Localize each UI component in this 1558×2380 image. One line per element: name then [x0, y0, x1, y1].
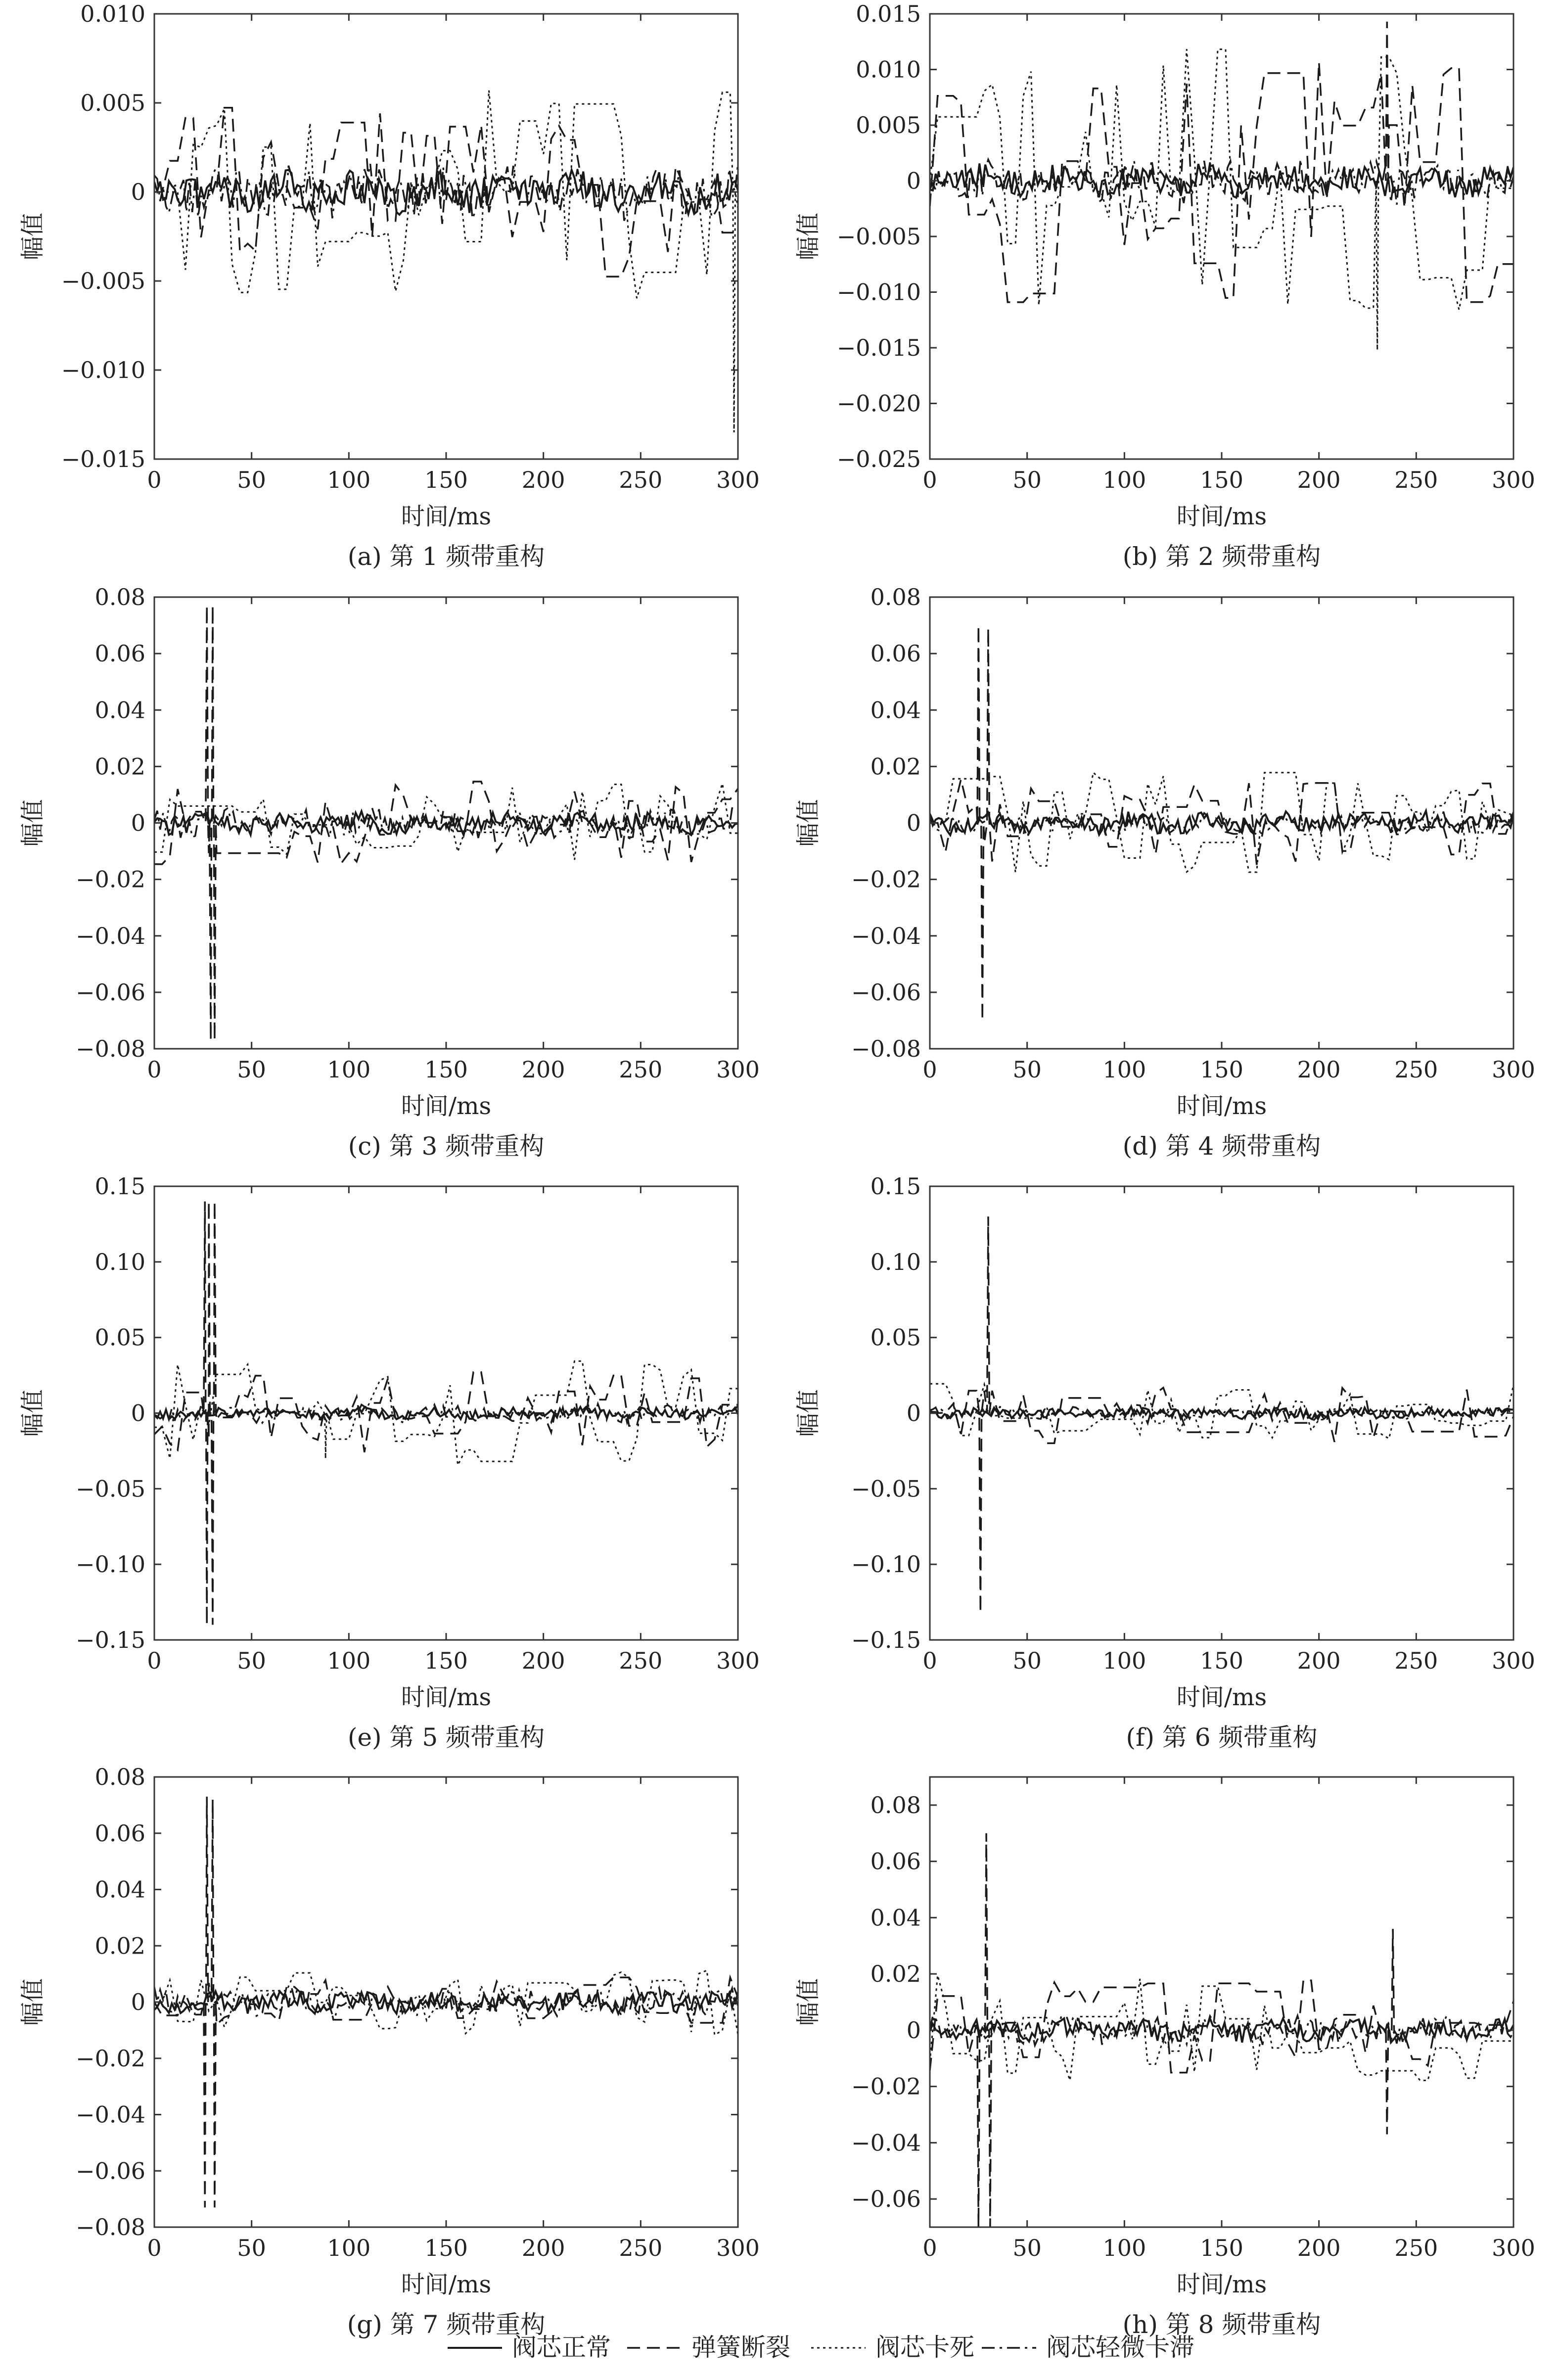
y-tick-label: 0.015: [856, 0, 921, 27]
y-tick-label: −0.06: [76, 2157, 145, 2185]
y-tick-label: 0.04: [94, 1876, 145, 1903]
legend: [448, 2333, 1194, 2362]
y-tick-label: −0.04: [76, 2101, 145, 2128]
y-tick-label: −0.08: [851, 1035, 921, 1062]
plot-frame: [930, 14, 1513, 459]
y-tick-label: 0: [906, 1400, 921, 1427]
panel-5: [19, 1173, 760, 1752]
y-axis-title: 幅值: [19, 799, 46, 847]
series-line-solid: [930, 1406, 1513, 1419]
x-tick-label: 250: [1394, 1056, 1438, 1083]
y-axis-title: 幅值: [794, 1389, 822, 1437]
x-tick-label: 300: [716, 1647, 760, 1674]
y-tick-label: 0: [906, 167, 921, 194]
panel-caption: (e) 第 5 频带重构: [347, 1723, 545, 1752]
y-tick-label: −0.04: [851, 922, 921, 949]
y-tick-label: 0.15: [870, 1173, 921, 1200]
y-tick-label: −0.15: [851, 1627, 921, 1653]
x-tick-label: 150: [1200, 1056, 1243, 1083]
x-tick-label: 0: [147, 467, 162, 493]
plot-frame: [930, 1777, 1513, 2227]
x-tick-label: 250: [619, 467, 663, 493]
x-tick-label: 100: [1102, 1056, 1146, 1083]
y-tick-label: 0.08: [94, 584, 145, 610]
x-tick-label: 300: [1492, 2235, 1535, 2261]
y-tick-label: −0.05: [851, 1475, 921, 1502]
legend-label: 弹簧断裂: [691, 2333, 790, 2362]
y-tick-label: 0: [131, 809, 145, 837]
y-tick-label: 0.08: [94, 1764, 145, 1790]
x-tick-label: 50: [237, 2235, 266, 2261]
y-tick-label: −0.10: [851, 1551, 921, 1578]
plot-frame: [154, 14, 738, 459]
y-tick-label: −0.010: [836, 279, 921, 306]
y-tick-label: 0.04: [94, 697, 145, 724]
y-tick-label: −0.02: [76, 866, 145, 893]
y-tick-label: 0.06: [870, 640, 921, 667]
series-line-solid: [930, 164, 1513, 198]
x-tick-label: 250: [619, 1647, 663, 1674]
panel-4: [794, 584, 1535, 1161]
x-axis-title: 时间/ms: [1176, 503, 1267, 530]
x-tick-label: 250: [619, 1056, 663, 1083]
y-tick-label: −0.02: [851, 866, 921, 893]
panel-caption: (b) 第 2 频带重构: [1122, 542, 1321, 571]
y-tick-label: 0.02: [94, 1932, 145, 1960]
x-tick-label: 100: [327, 1647, 371, 1674]
legend-label: 阀芯正常: [512, 2333, 611, 2362]
y-tick-label: 0.06: [94, 1820, 145, 1847]
x-tick-label: 0: [147, 2235, 162, 2261]
x-tick-label: 50: [237, 467, 266, 493]
y-axis-title: 幅值: [794, 212, 822, 261]
series-group: [930, 1216, 1513, 1613]
y-axis-title: 幅值: [19, 1978, 46, 2026]
x-tick-label: 50: [1012, 1056, 1042, 1083]
y-tick-label: −0.02: [76, 2045, 145, 2072]
y-tick-label: 0.02: [870, 1960, 921, 1988]
x-tick-label: 0: [922, 1056, 937, 1083]
y-tick-label: 0.02: [870, 753, 921, 780]
y-axis-title: 幅值: [794, 799, 822, 847]
y-axis-title: 幅值: [794, 1978, 822, 2026]
x-tick-label: 50: [1012, 467, 1042, 493]
panel-7: [19, 1764, 760, 2339]
x-tick-label: 100: [327, 467, 371, 493]
y-tick-label: 0.06: [870, 1848, 921, 1875]
y-tick-label: −0.08: [76, 1035, 145, 1062]
x-tick-label: 150: [1200, 2235, 1243, 2261]
panel-caption: (a) 第 1 频带重构: [347, 542, 545, 571]
x-tick-label: 0: [922, 1647, 937, 1674]
x-tick-label: 200: [1297, 1056, 1341, 1083]
y-axis-title: 幅值: [19, 1389, 46, 1437]
x-tick-label: 200: [521, 1056, 565, 1083]
x-tick-label: 0: [147, 1647, 162, 1674]
x-tick-label: 100: [1102, 1647, 1146, 1674]
y-tick-label: 0.10: [870, 1248, 921, 1275]
x-tick-label: 200: [521, 1647, 565, 1674]
y-tick-label: 0.08: [870, 584, 921, 610]
y-tick-label: 0.06: [94, 640, 145, 667]
panel-3: [19, 584, 760, 1161]
x-tick-label: 250: [619, 2235, 663, 2261]
x-tick-label: 300: [716, 1056, 760, 1083]
y-tick-label: −0.025: [836, 446, 921, 472]
y-tick-label: −0.10: [76, 1551, 145, 1578]
panel-caption: (f) 第 6 频带重构: [1126, 1723, 1318, 1752]
x-tick-label: 150: [424, 2235, 468, 2261]
y-tick-label: −0.06: [851, 979, 921, 1006]
x-tick-label: 300: [716, 2235, 760, 2261]
panel-caption: (h) 第 8 频带重构: [1122, 2310, 1321, 2339]
series-line-dotted: [154, 91, 738, 433]
series-group: [930, 625, 1513, 1021]
y-tick-label: 0.010: [856, 56, 921, 83]
x-tick-label: 50: [237, 1647, 266, 1674]
x-tick-label: 100: [1102, 2235, 1146, 2261]
x-tick-label: 300: [1492, 467, 1535, 493]
x-axis-title: 时间/ms: [1176, 1683, 1267, 1711]
y-tick-label: 0.005: [856, 112, 921, 139]
y-tick-label: 0.02: [94, 753, 145, 780]
y-tick-label: −0.05: [76, 1475, 145, 1502]
x-tick-label: 0: [922, 467, 937, 493]
x-tick-label: 200: [1297, 2235, 1341, 2261]
x-tick-label: 150: [424, 1056, 468, 1083]
x-tick-label: 50: [1012, 2235, 1042, 2261]
y-tick-label: 0: [131, 1400, 145, 1427]
panel-8: [794, 1777, 1535, 2339]
x-tick-label: 150: [1200, 467, 1243, 493]
x-tick-label: 200: [1297, 1647, 1341, 1674]
series-group: [930, 22, 1513, 350]
y-tick-label: 0.04: [870, 1904, 921, 1931]
y-tick-label: −0.015: [836, 334, 921, 361]
y-tick-label: −0.06: [851, 2186, 921, 2213]
y-tick-label: 0.15: [94, 1173, 145, 1200]
x-tick-label: 250: [1394, 1647, 1438, 1674]
panel-caption: (c) 第 3 频带重构: [348, 1132, 545, 1161]
legend-label: 阀芯轻微卡滞: [1046, 2333, 1194, 2362]
y-tick-label: 0.05: [94, 1324, 145, 1351]
y-tick-label: −0.04: [851, 2129, 921, 2156]
x-axis-title: 时间/ms: [401, 2271, 492, 2298]
series-line-dotted: [930, 49, 1513, 350]
y-tick-label: −0.010: [61, 357, 145, 383]
panel-caption: (g) 第 7 频带重构: [347, 2310, 546, 2339]
x-tick-label: 250: [1394, 2235, 1438, 2261]
y-tick-label: 0.08: [870, 1791, 921, 1819]
y-tick-label: −0.005: [836, 223, 921, 250]
x-tick-label: 150: [1200, 1647, 1243, 1674]
y-tick-label: −0.04: [76, 922, 145, 949]
y-tick-label: −0.08: [76, 2214, 145, 2240]
y-tick-label: −0.02: [851, 2073, 921, 2100]
x-axis-title: 时间/ms: [401, 1092, 492, 1120]
series-group: [154, 91, 738, 433]
y-tick-label: −0.005: [61, 268, 145, 294]
panel-6: [794, 1173, 1535, 1752]
x-tick-label: 300: [1492, 1647, 1535, 1674]
panels: [19, 0, 1535, 2339]
y-tick-label: 0.10: [94, 1248, 145, 1275]
x-tick-label: 100: [327, 1056, 371, 1083]
y-tick-label: −0.06: [76, 979, 145, 1006]
y-tick-label: 0.010: [80, 0, 145, 27]
x-tick-label: 0: [922, 2235, 937, 2261]
series-group: [154, 1202, 738, 1625]
x-axis-title: 时间/ms: [401, 503, 492, 530]
y-tick-label: 0: [906, 2016, 921, 2044]
x-tick-label: 300: [1492, 1056, 1535, 1083]
y-axis-title: 幅值: [19, 212, 46, 261]
x-tick-label: 50: [237, 1056, 266, 1083]
panel-caption: (d) 第 4 频带重构: [1122, 1132, 1321, 1161]
series-group: [154, 1797, 738, 2207]
y-tick-label: 0: [131, 179, 145, 205]
y-tick-label: 0: [906, 809, 921, 837]
y-tick-label: 0.005: [80, 90, 145, 116]
x-tick-label: 100: [1102, 467, 1146, 493]
x-tick-label: 150: [424, 467, 468, 493]
y-tick-label: 0.05: [870, 1324, 921, 1351]
x-tick-label: 50: [1012, 1647, 1042, 1674]
x-tick-label: 250: [1394, 467, 1438, 493]
x-tick-label: 200: [1297, 467, 1341, 493]
x-tick-label: 200: [521, 2235, 565, 2261]
x-axis-title: 时间/ms: [1176, 1092, 1267, 1120]
x-tick-label: 100: [327, 2235, 371, 2261]
x-tick-label: 150: [424, 1647, 468, 1674]
x-tick-label: 0: [147, 1056, 162, 1083]
legend-label: 阀芯卡死: [875, 2333, 974, 2362]
x-tick-label: 200: [521, 467, 565, 493]
series-group: [154, 606, 738, 1040]
y-tick-label: −0.015: [61, 446, 145, 472]
panel-2: [794, 0, 1535, 571]
y-tick-label: 0: [131, 1989, 145, 2015]
x-axis-title: 时间/ms: [1176, 2271, 1267, 2298]
panel-1: [19, 0, 760, 571]
series-line-dashed: [930, 22, 1513, 302]
y-tick-label: −0.020: [836, 390, 921, 417]
y-tick-label: −0.15: [76, 1627, 145, 1653]
x-axis-title: 时间/ms: [401, 1683, 492, 1711]
series-group: [930, 1833, 1513, 2227]
x-tick-label: 300: [716, 467, 760, 493]
y-tick-label: 0.04: [870, 697, 921, 724]
